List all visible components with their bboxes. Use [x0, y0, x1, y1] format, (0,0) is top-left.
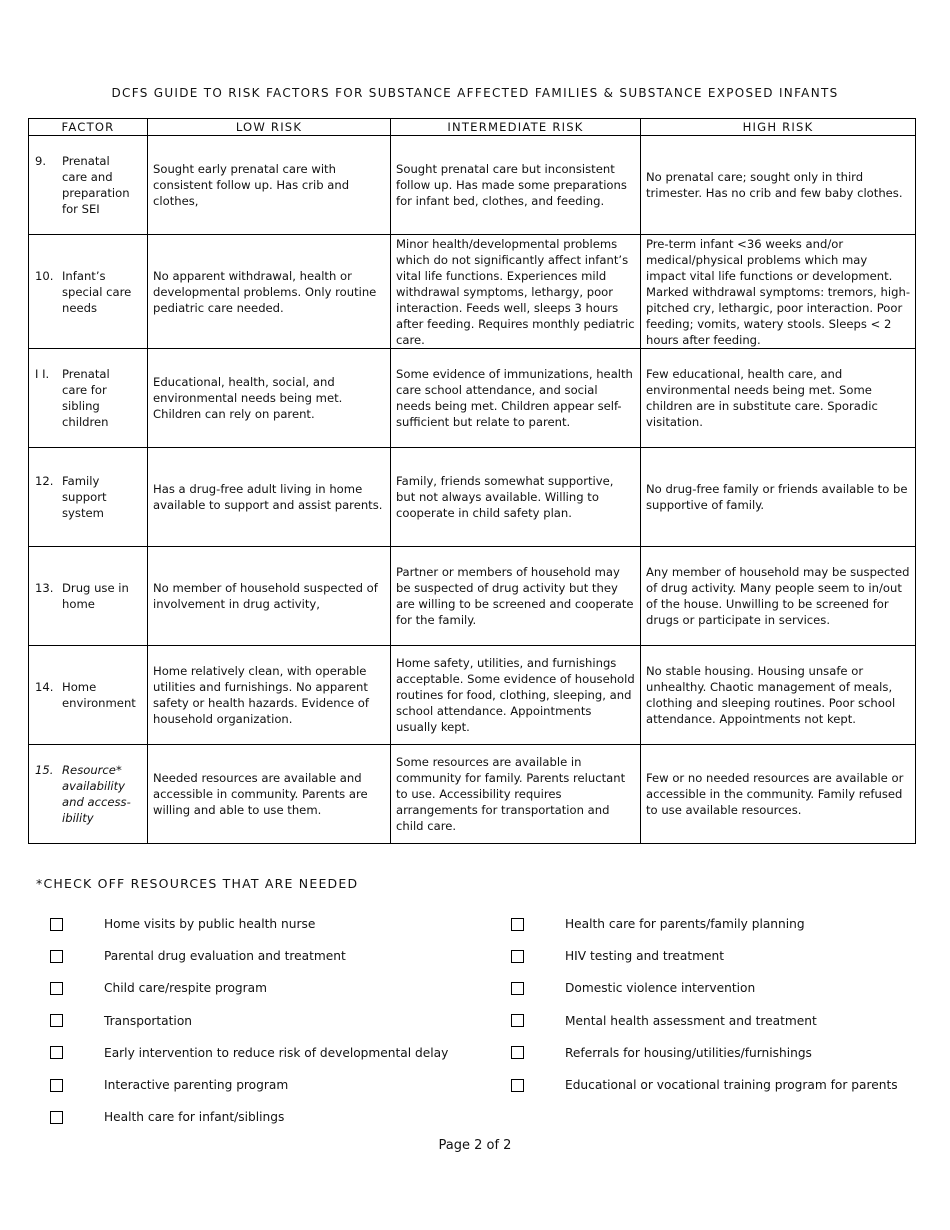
- intermediate-risk-cell: Family, friends somewhat supportive, but not always available. Willing to cooperate in child safety plan.: [391, 448, 641, 547]
- factor-cell: [29, 349, 148, 448]
- checklist-item-label: Early intervention to reduce risk of developmental delay: [104, 1045, 449, 1060]
- intermediate-risk-cell: Some resources are available in community for family. Parents reluctant to use. Accessibility requires arrangements for transportation and child care.: [391, 745, 641, 844]
- checklist-item: [50, 1101, 448, 1133]
- checklist-item-label: Health care for infant/siblings: [104, 1110, 285, 1125]
- checkbox-icon[interactable]: [50, 1046, 63, 1059]
- table-row: [29, 745, 916, 844]
- table-row: [29, 448, 916, 547]
- factor-number: 10.: [35, 268, 54, 283]
- header-factor: FACTOR: [29, 119, 148, 136]
- checkbox-icon[interactable]: [50, 918, 63, 931]
- checklist-item-label: Domestic violence intervention: [565, 981, 756, 996]
- factor-number: 15.: [35, 763, 54, 777]
- header-low-risk: LOW RISK: [148, 119, 391, 136]
- checklist-item-label: Parental drug evaluation and treatment: [104, 949, 346, 964]
- table-row: [29, 136, 916, 235]
- checkbox-icon[interactable]: [50, 950, 63, 963]
- resources-heading: *CHECK OFF RESOURCES THAT ARE NEEDED: [36, 876, 359, 891]
- low-risk-cell: No member of household suspected of involvement in drug activity,: [148, 547, 391, 646]
- checklist-item-label: Home visits by public health nurse: [104, 917, 316, 932]
- checklist-item-label: Child care/respite program: [104, 981, 268, 996]
- intermediate-risk-cell: Some evidence of immunizations, health care school attendance, and social needs being met. Children appear self-sufficient but relate to parent.: [391, 349, 641, 448]
- checklist-item-label: Referrals for housing/utilities/furnishings: [565, 1045, 812, 1060]
- high-risk-cell: Few educational, health care, and environmental needs being met. Some children are in substitute care. Sporadic visitation.: [641, 349, 916, 448]
- factor-cell: [29, 448, 148, 547]
- checklist-item: [511, 972, 898, 1004]
- high-risk-cell: Any member of household may be suspected of drug activity. Many people seem to in/out of the house. Unwilling to be screened for drugs or participate in services.: [641, 547, 916, 646]
- checklist-item-label: Interactive parenting program: [104, 1078, 289, 1093]
- checkbox-icon[interactable]: [50, 1111, 63, 1124]
- low-risk-cell: Educational, health, social, and environmental needs being met. Children can rely on parent.: [148, 349, 391, 448]
- low-risk-cell: Has a drug-free adult living in home available to support and assist parents.: [148, 448, 391, 547]
- resource-checklist-right: [511, 908, 898, 1101]
- resource-checklist-left: [50, 908, 448, 1133]
- factor-number: 14.: [35, 680, 54, 694]
- checklist-item: [511, 1005, 898, 1037]
- table-header-row: [29, 119, 916, 136]
- checklist-item-label: Educational or vocational training program for parents: [565, 1078, 898, 1093]
- high-risk-cell: No drug-free family or friends available to be supportive of family.: [641, 448, 916, 547]
- checklist-item-label: Mental health assessment and treatment: [565, 1013, 817, 1028]
- low-risk-cell: Needed resources are available and accessible in community. Parents are willing and able to use them.: [148, 745, 391, 844]
- factor-label: Drug use in home: [62, 581, 129, 611]
- checkbox-icon[interactable]: [511, 1014, 524, 1027]
- intermediate-risk-cell: Home safety, utilities, and furnishings acceptable. Some evidence of household routines for food, clothing, sleeping, and school attendance. Appointments usually kept.: [391, 646, 641, 745]
- checkbox-icon[interactable]: [511, 1079, 524, 1092]
- factor-label: Prenatal care for sibling children: [62, 367, 110, 429]
- low-risk-cell: No apparent withdrawal, health or developmental problems. Only routine pediatric care needed.: [148, 235, 391, 349]
- factor-label: Resource* availability and access-ibility: [62, 763, 131, 825]
- factor-cell: [29, 235, 148, 349]
- checklist-item: [511, 940, 898, 972]
- checkbox-icon[interactable]: [511, 982, 524, 995]
- document-title: DCFS GUIDE TO RISK FACTORS FOR SUBSTANCE AFFECTED FAMILIES & SUBSTANCE EXPOSED INFANTS: [111, 86, 839, 100]
- table-row: [29, 235, 916, 349]
- factor-label: Family support system: [62, 474, 107, 520]
- intermediate-risk-cell: Sought prenatal care but inconsistent follow up. Has made some preparations for infant bed, clothes, and feeding.: [391, 136, 641, 235]
- factor-cell: [29, 646, 148, 745]
- checklist-item: [511, 908, 898, 940]
- table-row: [29, 547, 916, 646]
- factor-number: 13.: [35, 581, 54, 595]
- factor-cell: [29, 136, 148, 235]
- checklist-item: [50, 972, 448, 1004]
- low-risk-cell: Sought early prenatal care with consistent follow up. Has crib and clothes,: [148, 136, 391, 235]
- factor-cell: [29, 547, 148, 646]
- risk-factor-table: [28, 118, 916, 844]
- checklist-item: [50, 940, 448, 972]
- high-risk-cell: Pre-term infant <36 weeks and/or medical/physical problems which may impact vital life functions or development. Marked withdrawal symptoms: tremors, high-pitched cry, lethargic, poor interaction. Poor feeding; vomits, watery stools. Sleeps < 2 hours after feeding.: [641, 235, 916, 349]
- checklist-item: [50, 908, 448, 940]
- checkbox-icon[interactable]: [511, 1046, 524, 1059]
- checklist-item-label: HIV testing and treatment: [565, 949, 725, 964]
- checkbox-icon[interactable]: [511, 918, 524, 931]
- checklist-item: [511, 1037, 898, 1069]
- checkbox-icon[interactable]: [50, 982, 63, 995]
- high-risk-cell: Few or no needed resources are available or accessible in the community. Family refused to use available resources.: [641, 745, 916, 844]
- checklist-item-label: Transportation: [104, 1013, 193, 1028]
- factor-number: I I.: [35, 367, 50, 381]
- intermediate-risk-cell: Minor health/developmental problems which do not significantly affect infant’s vital life functions. Experiences mild withdrawal symptoms, lethargy, poor interaction. Feeds well, sleeps 3 hours after feeding. Requires monthly pediatric care.: [391, 235, 641, 349]
- checklist-item: [50, 1069, 448, 1101]
- factor-label: Infant’s special care needs: [62, 268, 132, 315]
- factor-number: 12.: [35, 474, 54, 488]
- factor-cell: [29, 745, 148, 844]
- factor-label: Prenatal care and preparation for SEI: [62, 154, 130, 216]
- page-number: Page 2 of 2: [438, 1138, 512, 1153]
- factor-label: Home environment: [62, 680, 136, 710]
- low-risk-cell: Home relatively clean, with operable utilities and furnishings. No apparent safety or health hazards. Evidence of household organization.: [148, 646, 391, 745]
- high-risk-cell: No prenatal care; sought only in third trimester. Has no crib and few baby clothes.: [641, 136, 916, 235]
- table-row: [29, 349, 916, 448]
- factor-number: 9.: [35, 154, 47, 168]
- high-risk-cell: No stable housing. Housing unsafe or unhealthy. Chaotic management of meals, clothing and sleeping routines. Poor school attendance. Appointments not kept.: [641, 646, 916, 745]
- intermediate-risk-cell: Partner or members of household may be suspected of drug activity but they are willing to be screened and cooperate for the family.: [391, 547, 641, 646]
- checklist-item: [50, 1005, 448, 1037]
- table-row: [29, 646, 916, 745]
- header-high-risk: HIGH RISK: [641, 119, 916, 136]
- header-intermediate-risk: INTERMEDIATE RISK: [391, 119, 641, 136]
- checkbox-icon[interactable]: [50, 1079, 63, 1092]
- checklist-item-label: Health care for parents/family planning: [565, 917, 805, 932]
- checkbox-icon[interactable]: [511, 950, 524, 963]
- checkbox-icon[interactable]: [50, 1014, 63, 1027]
- checklist-item: [511, 1069, 898, 1101]
- checklist-item: [50, 1037, 448, 1069]
